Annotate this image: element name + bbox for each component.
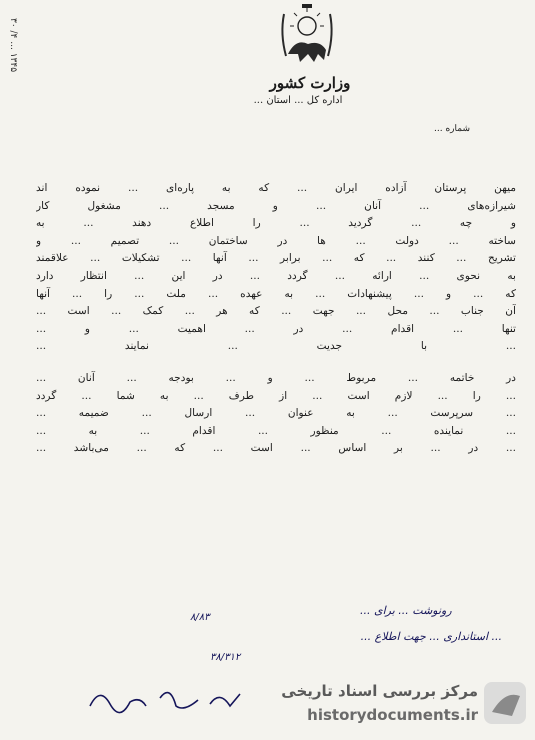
body-line: در خاتمه ... مربوط ... و ... بودجه ... آنان ...	[36, 371, 516, 384]
handwritten-cc-note: رونوشت ... برای ...	[360, 604, 452, 617]
handwritten-note: ... استانداری ... جهت اطلاع ...	[360, 630, 502, 643]
body-line: تنها ... اقدام ... در ... اهمیت ... و ...	[36, 322, 516, 335]
seal-number: ۸/۸۳	[190, 612, 210, 623]
body-line: تشریح ... کنند ... که ... برابر ... آنها ... تشکیلات ... علاقمند	[36, 252, 516, 265]
body-line: و چه ... گردید ... را اطلاع دهند ... به	[36, 217, 516, 230]
body-line: ... با جدیت ... نمایند ...	[36, 340, 516, 353]
seal-number: ۳۸/۳۱۲	[210, 652, 241, 663]
body-line: که ... و ... پیشنهادات ... به عهده ... ملت ... را ... آنها	[36, 287, 516, 300]
reference-number: شماره ...	[434, 124, 470, 134]
office-line: اداره کل ... استان ...	[253, 95, 343, 106]
body-line: به نحوی ... ارائه ... گردد ... در این ... انتظار دارد	[36, 269, 516, 282]
watermark	[262, 676, 530, 736]
body-line: ... در ... بر اساس ... است ... که ... می‌باشد ...	[36, 442, 516, 455]
body-line: شیرازه‌های ... آنان ... و مسجد ... مشغول کار	[36, 199, 516, 212]
margin-side-note: ۳۰ /۴ ... ۱۳۴۵	[8, 18, 18, 73]
body-line: آن جناب ... محل ... جهت ... که هر ... کمک ... است ...	[36, 305, 516, 318]
letter-body	[36, 180, 516, 458]
watermark-url: historydocuments.ir	[307, 706, 478, 724]
body-line: ... را ... لازم است ... از طرف ... به شما ... گردد	[36, 389, 516, 402]
body-line: ... نماینده ... منظور ... اقدام ... به ...	[36, 424, 516, 437]
watermark-site-name: مرکز بررسی اسناد تاریخی	[281, 682, 478, 700]
lion-and-sun-emblem	[278, 4, 336, 70]
body-line: میهن پرستان آزاده ایران ... که به پاره‌ای ... نموده اند	[36, 182, 516, 194]
handwritten-signature	[80, 676, 250, 722]
body-line: ... سرپرست ... به عنوان ... ارسال ... ضمیمه ...	[36, 407, 516, 420]
body-line: ساخته ... دولت ... ها در ساختمان ... تصمیم ... و	[36, 234, 516, 247]
ministry-title: وزارت کشور	[269, 74, 351, 92]
